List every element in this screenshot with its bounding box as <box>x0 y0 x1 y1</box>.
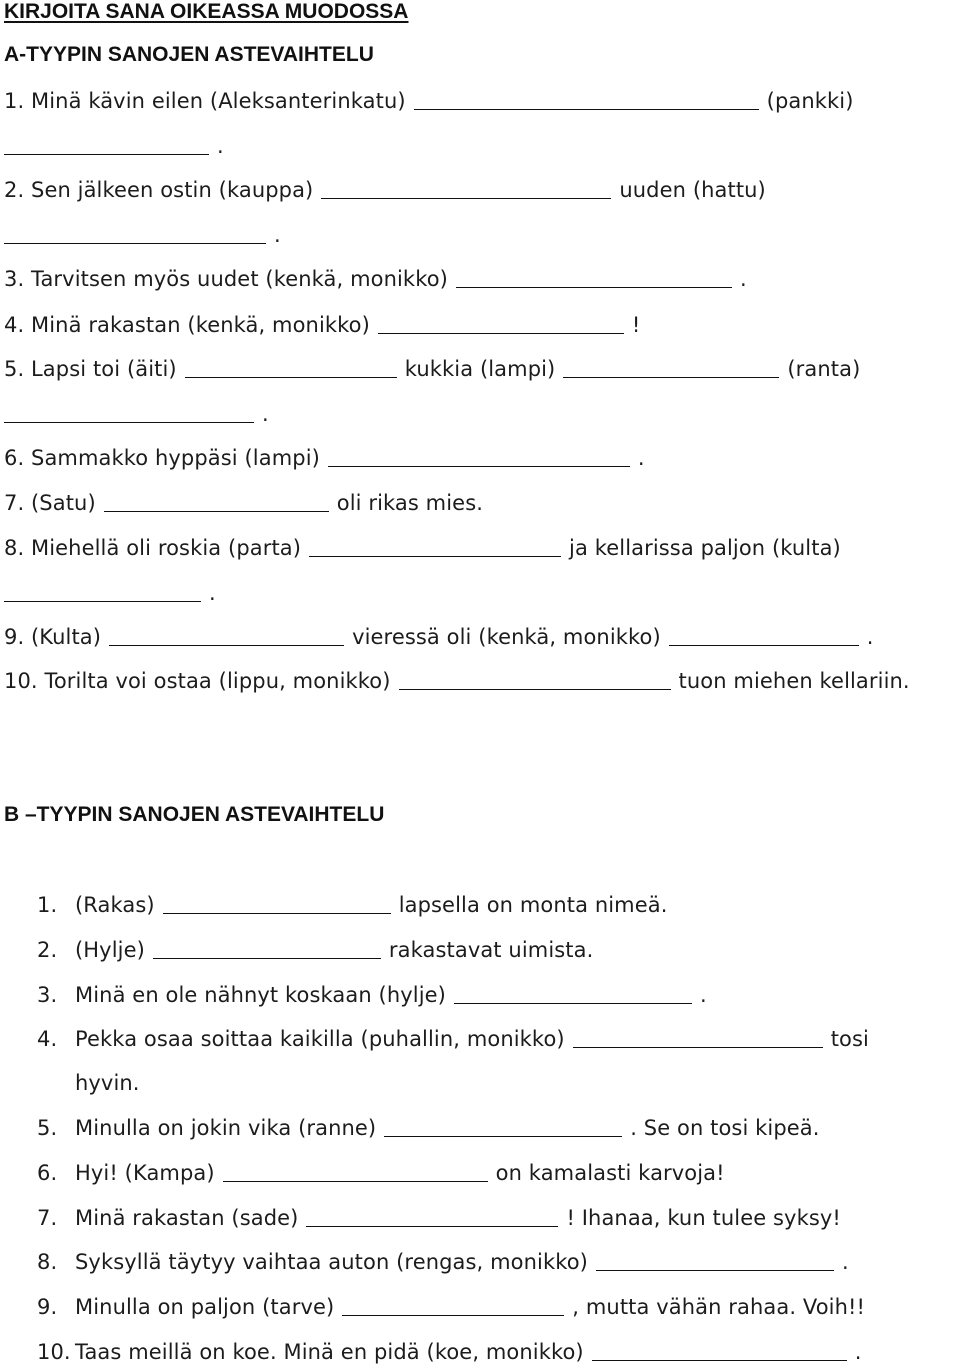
prompt-text: ! Ihanaa, kun tulee syksy! <box>566 1206 841 1230</box>
prompt-text: Syksyllä täytyy vaihtaa auton (rengas, monikko) <box>75 1250 588 1274</box>
answer-blank[interactable] <box>563 356 779 378</box>
answer-blank[interactable] <box>4 222 266 244</box>
exercise-b-10 <box>37 1337 862 1367</box>
prompt-text: 10. Torilta voi ostaa (lippu, monikko) <box>4 669 391 693</box>
answer-blank[interactable] <box>223 1160 488 1182</box>
answer-blank[interactable] <box>592 1339 847 1361</box>
exercise-a-8-cont <box>4 578 216 608</box>
exercise-a-9 <box>4 622 874 652</box>
punctuation: . <box>841 1250 849 1274</box>
prompt-text: (ranta) <box>787 357 861 381</box>
punctuation: . <box>637 446 645 470</box>
prompt-text: uuden (hattu) <box>619 178 766 202</box>
exercise-a-7 <box>4 488 483 518</box>
exercise-b-8 <box>37 1247 849 1277</box>
prompt-text: Minulla on jokin vika (ranne) <box>75 1116 377 1140</box>
punctuation: . <box>699 983 707 1007</box>
answer-blank[interactable] <box>321 177 611 199</box>
prompt-text: hyvin. <box>75 1071 140 1095</box>
prompt-text: Minulla on paljon (tarve) <box>75 1295 335 1319</box>
exercise-b-1 <box>37 890 667 920</box>
prompt-text: Taas meillä on koe. Minä en pidä (koe, monikko) <box>75 1340 584 1364</box>
answer-blank[interactable] <box>4 133 209 155</box>
item-number: 8. <box>37 1250 58 1274</box>
prompt-text: 2. Sen jälkeen ostin (kauppa) <box>4 178 314 202</box>
exercise-a-4 <box>4 310 640 340</box>
worksheet-heading: KIRJOITA SANA OIKEASSA MUODOSSA <box>4 0 409 23</box>
exercise-b-2 <box>37 935 593 965</box>
item-number: 2. <box>37 938 58 962</box>
prompt-text: Minä en ole nähnyt koskaan (hylje) <box>75 983 446 1007</box>
prompt-text: . Se on tosi kipeä. <box>630 1116 820 1140</box>
prompt-text: Pekka osaa soittaa kaikilla (puhallin, monikko) <box>75 1027 565 1051</box>
exercise-a-3 <box>4 264 747 294</box>
answer-blank[interactable] <box>399 668 671 690</box>
prompt-text: (pankki) <box>766 89 854 113</box>
item-number: 9. <box>37 1295 58 1319</box>
answer-blank[interactable] <box>414 88 759 110</box>
answer-blank[interactable] <box>573 1026 823 1048</box>
punctuation: . <box>262 402 269 426</box>
prompt-text: 8. Miehellä oli roskia (parta) <box>4 536 302 560</box>
prompt-text: oli rikas mies. <box>336 491 484 515</box>
answer-blank[interactable] <box>185 356 397 378</box>
answer-blank[interactable] <box>4 580 201 602</box>
exercise-b-6 <box>37 1158 725 1188</box>
item-number: 5. <box>37 1116 58 1140</box>
prompt-text: 4. Minä rakastan (kenkä, monikko) <box>4 313 370 337</box>
prompt-text: 1. Minä kävin eilen (Aleksanterinkatu) <box>4 89 406 113</box>
prompt-text: 7. (Satu) <box>4 491 96 515</box>
punctuation: . <box>739 267 747 291</box>
prompt-text: 9. (Kulta) <box>4 625 102 649</box>
answer-blank[interactable] <box>306 1205 558 1227</box>
item-number: 4. <box>37 1027 58 1051</box>
punctuation: . <box>274 223 281 247</box>
prompt-text: kukkia (lampi) <box>404 357 556 381</box>
answer-blank[interactable] <box>342 1294 564 1316</box>
exercise-a-2-cont <box>4 220 281 250</box>
answer-blank[interactable] <box>309 535 561 557</box>
exercise-a-2 <box>4 175 766 205</box>
punctuation: ! <box>631 313 641 337</box>
answer-blank[interactable] <box>4 401 254 423</box>
exercise-b-3 <box>37 980 707 1010</box>
prompt-text: , mutta vähän rahaa. Voih!! <box>572 1295 866 1319</box>
prompt-text: (Hylje) <box>75 938 145 962</box>
answer-blank[interactable] <box>163 892 391 914</box>
answer-blank[interactable] <box>454 982 692 1004</box>
prompt-text: tosi <box>830 1027 869 1051</box>
item-number: 10. <box>37 1340 71 1364</box>
prompt-text: Minä rakastan (sade) <box>75 1206 299 1230</box>
section-a-title: A-TYYPIN SANOJEN ASTEVAIHTELU <box>4 43 374 66</box>
section-b-title: B –TYYPIN SANOJEN ASTEVAIHTELU <box>4 803 385 826</box>
punctuation: . <box>217 134 224 158</box>
exercise-b-7 <box>37 1203 841 1233</box>
answer-blank[interactable] <box>378 312 624 334</box>
answer-blank[interactable] <box>153 937 381 959</box>
exercise-b-9 <box>37 1292 865 1322</box>
exercise-a-5 <box>4 354 860 384</box>
prompt-text: 5. Lapsi toi (äiti) <box>4 357 177 381</box>
item-number: 7. <box>37 1206 58 1230</box>
exercise-a-10 <box>4 666 910 696</box>
prompt-text: on kamalasti karvoja! <box>495 1161 725 1185</box>
exercise-b-5 <box>37 1113 820 1143</box>
exercise-b-4 <box>37 1024 869 1054</box>
exercise-a-5-cont <box>4 399 269 429</box>
exercise-a-8 <box>4 533 841 563</box>
answer-blank[interactable] <box>669 624 859 646</box>
exercise-a-1-cont <box>4 131 224 161</box>
answer-blank[interactable] <box>109 624 344 646</box>
answer-blank[interactable] <box>328 445 630 467</box>
prompt-text: (Rakas) <box>75 893 155 917</box>
prompt-text: tuon miehen kellariin. <box>678 669 910 693</box>
prompt-text: vieressä oli (kenkä, monikko) <box>352 625 661 649</box>
prompt-text: 3. Tarvitsen myös uudet (kenkä, monikko) <box>4 267 448 291</box>
item-number: 6. <box>37 1161 58 1185</box>
prompt-text: ja kellarissa paljon (kulta) <box>569 536 841 560</box>
exercise-b-4-cont <box>37 1068 140 1098</box>
prompt-text: lapsella on monta nimeä. <box>398 893 668 917</box>
prompt-text: rakastavat uimista. <box>388 938 594 962</box>
punctuation: . <box>209 581 216 605</box>
answer-blank[interactable] <box>104 490 329 512</box>
prompt-text: Hyi! (Kampa) <box>75 1161 215 1185</box>
answer-blank[interactable] <box>596 1249 834 1271</box>
item-number: 3. <box>37 983 58 1007</box>
answer-blank[interactable] <box>456 266 732 288</box>
prompt-text: 6. Sammakko hyppäsi (lampi) <box>4 446 320 470</box>
exercise-a-6 <box>4 443 645 473</box>
item-number: 1. <box>37 893 58 917</box>
punctuation: . <box>866 625 874 649</box>
punctuation: . <box>854 1340 862 1364</box>
answer-blank[interactable] <box>384 1115 622 1137</box>
exercise-a-1 <box>4 86 854 116</box>
